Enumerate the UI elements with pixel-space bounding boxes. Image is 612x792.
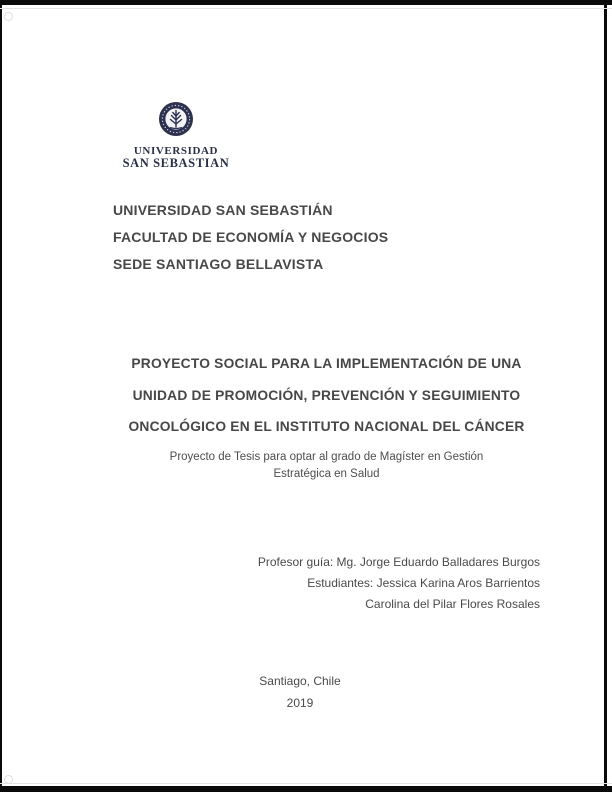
university-seal-icon [157,100,195,138]
university-name: UNIVERSIDAD SAN SEBASTIÁN [113,202,333,218]
scan-edge-line-top [0,8,612,9]
scan-edge-line-bottom [0,783,612,784]
scan-artifact-bottom-left [4,775,13,784]
university-logo-wordmark-line2: SAN SEBASTIAN [122,156,230,170]
scan-frame-bottom [0,786,612,792]
faculty-name: FACULTAD DE ECONOMÍA Y NEGOCIOS [113,229,389,245]
degree-subtitle-line: Proyecto de Tesis para optar al grado de Magíster en Gestión [169,451,484,463]
degree-subtitle-line: Estratégica en Salud [273,467,380,480]
thesis-title [113,348,540,443]
scan-frame-top [0,0,612,5]
campus-name: SEDE SANTIAGO BELLAVISTA [113,256,324,272]
degree-subtitle [113,449,540,482]
advisor-line: Profesor guía: Mg. Jorge Eduardo Balladares Burgos [257,555,540,569]
authors-block [113,552,540,615]
student-line: Estudiantes: Jessica Karina Aros Barrientos [307,576,540,590]
scan-frame-right [604,0,607,792]
place-line: Santiago, Chile [259,674,341,688]
year-line: 2019 [286,696,314,710]
institution-header [113,197,553,278]
thesis-title-line: ONCOLÓGICO EN EL INSTITUTO NACIONAL DEL CÁNCER [128,419,525,434]
student-line: Carolina del Pilar Flores Rosales [365,597,540,611]
thesis-title-line: PROYECTO SOCIAL PARA LA IMPLEMENTACIÓN DE UNA [131,356,522,371]
scan-artifact-top-left [4,12,13,21]
university-logo-wordmark-line1: UNIVERSIDAD [133,145,219,157]
university-logo [116,100,236,170]
thesis-title-line: UNIDAD DE PROMOCIÓN, PREVENCIÓN Y SEGUIMIENTO [132,387,521,403]
place-year-block [0,670,600,714]
